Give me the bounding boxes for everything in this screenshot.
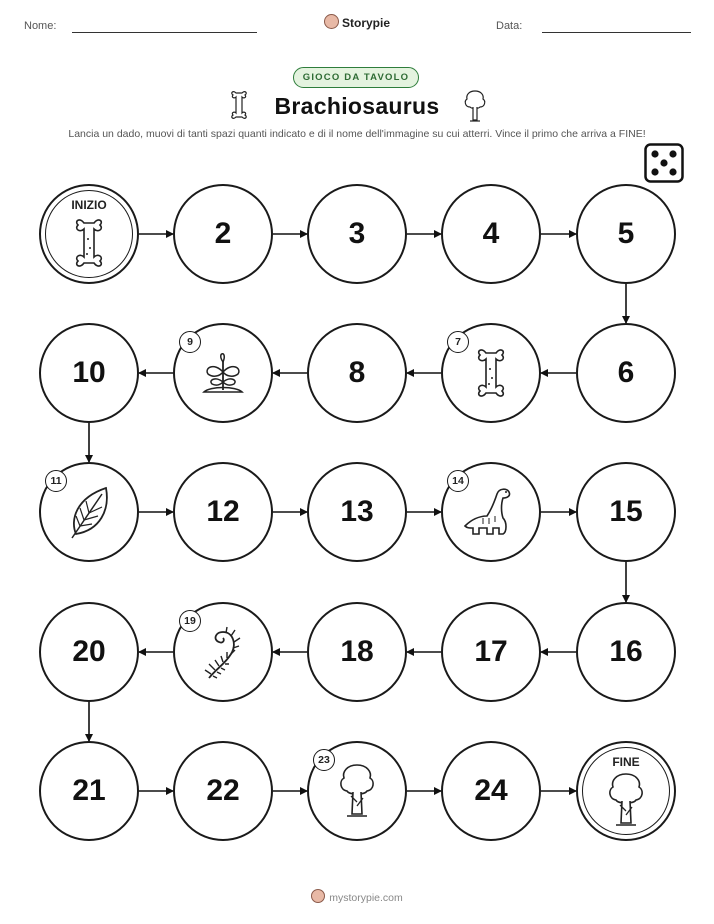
footer bbox=[0, 889, 714, 904]
leaf-icon bbox=[66, 484, 112, 540]
board-space-22 bbox=[173, 741, 273, 841]
space-number: 2 bbox=[214, 217, 232, 250]
instructions: Lancia un dado, muovi di tanti spazi quanti indicato e di il nome dell'immagine su cui atterri. Vince il primo che arriva a FINE! bbox=[68, 128, 646, 140]
board-space-17 bbox=[441, 602, 541, 702]
page-title: Brachiosaurus bbox=[274, 93, 440, 119]
board-space-13 bbox=[307, 462, 407, 562]
footer-url: mystorypie.com bbox=[329, 892, 403, 904]
space-number: 21 bbox=[72, 774, 106, 807]
fern-icon bbox=[201, 624, 245, 680]
tree-icon bbox=[337, 762, 377, 820]
board-space-10 bbox=[39, 323, 139, 423]
board-space-3 bbox=[307, 184, 407, 284]
board-space-16 bbox=[576, 602, 676, 702]
space-number: 15 bbox=[609, 495, 643, 528]
plant-icon bbox=[198, 348, 248, 398]
board-space-18 bbox=[307, 602, 407, 702]
space-number: 13 bbox=[340, 495, 374, 528]
space-number-tag: 9 bbox=[179, 331, 201, 353]
space-label: INIZIO bbox=[71, 198, 107, 212]
board-space-24 bbox=[441, 741, 541, 841]
board-space-2 bbox=[173, 184, 273, 284]
storypie-logo-icon bbox=[311, 889, 325, 903]
space-number: 8 bbox=[348, 356, 366, 389]
space-number: 20 bbox=[72, 635, 106, 668]
game-type-badge: GIOCO DA TAVOLO bbox=[293, 67, 419, 88]
board-space-12 bbox=[173, 462, 273, 562]
board-space-20 bbox=[39, 602, 139, 702]
space-label: FINE bbox=[612, 755, 640, 769]
space-number-tag: 14 bbox=[447, 470, 469, 492]
brand-name: Storypie bbox=[341, 16, 390, 30]
board-space-11 bbox=[39, 462, 139, 562]
space-number: 17 bbox=[474, 635, 508, 668]
tree-icon bbox=[606, 771, 646, 829]
space-number: 22 bbox=[206, 774, 240, 807]
board-space-15 bbox=[576, 462, 676, 562]
board-space-9 bbox=[173, 323, 273, 423]
space-number-tag: 11 bbox=[45, 470, 67, 492]
name-label: Nome: bbox=[24, 20, 57, 32]
board-space-21 bbox=[39, 741, 139, 841]
board-space-7 bbox=[441, 323, 541, 423]
date-label: Data: bbox=[496, 20, 523, 32]
board-space-19 bbox=[173, 602, 273, 702]
board-space-4 bbox=[441, 184, 541, 284]
bone-icon bbox=[74, 215, 104, 271]
space-number: 12 bbox=[206, 495, 240, 528]
space-number: 24 bbox=[474, 774, 508, 807]
space-number-tag: 7 bbox=[447, 331, 469, 353]
space-number-tag: 19 bbox=[179, 610, 201, 632]
board-space-8 bbox=[307, 323, 407, 423]
space-number-tag: 23 bbox=[313, 749, 335, 771]
space-number: 3 bbox=[348, 217, 366, 250]
bone-icon bbox=[476, 345, 506, 401]
board-space-25 bbox=[576, 741, 676, 841]
board-space-23 bbox=[307, 741, 407, 841]
space-number: 5 bbox=[617, 217, 635, 250]
board-space-14 bbox=[441, 462, 541, 562]
dinosaur-icon bbox=[461, 486, 521, 538]
board-space-5 bbox=[576, 184, 676, 284]
space-number: 4 bbox=[482, 217, 500, 250]
board-space-6 bbox=[576, 323, 676, 423]
space-number: 10 bbox=[72, 356, 106, 389]
space-number: 16 bbox=[609, 635, 643, 668]
space-number: 18 bbox=[340, 635, 374, 668]
space-number: 6 bbox=[617, 356, 635, 389]
board-space-1 bbox=[39, 184, 139, 284]
